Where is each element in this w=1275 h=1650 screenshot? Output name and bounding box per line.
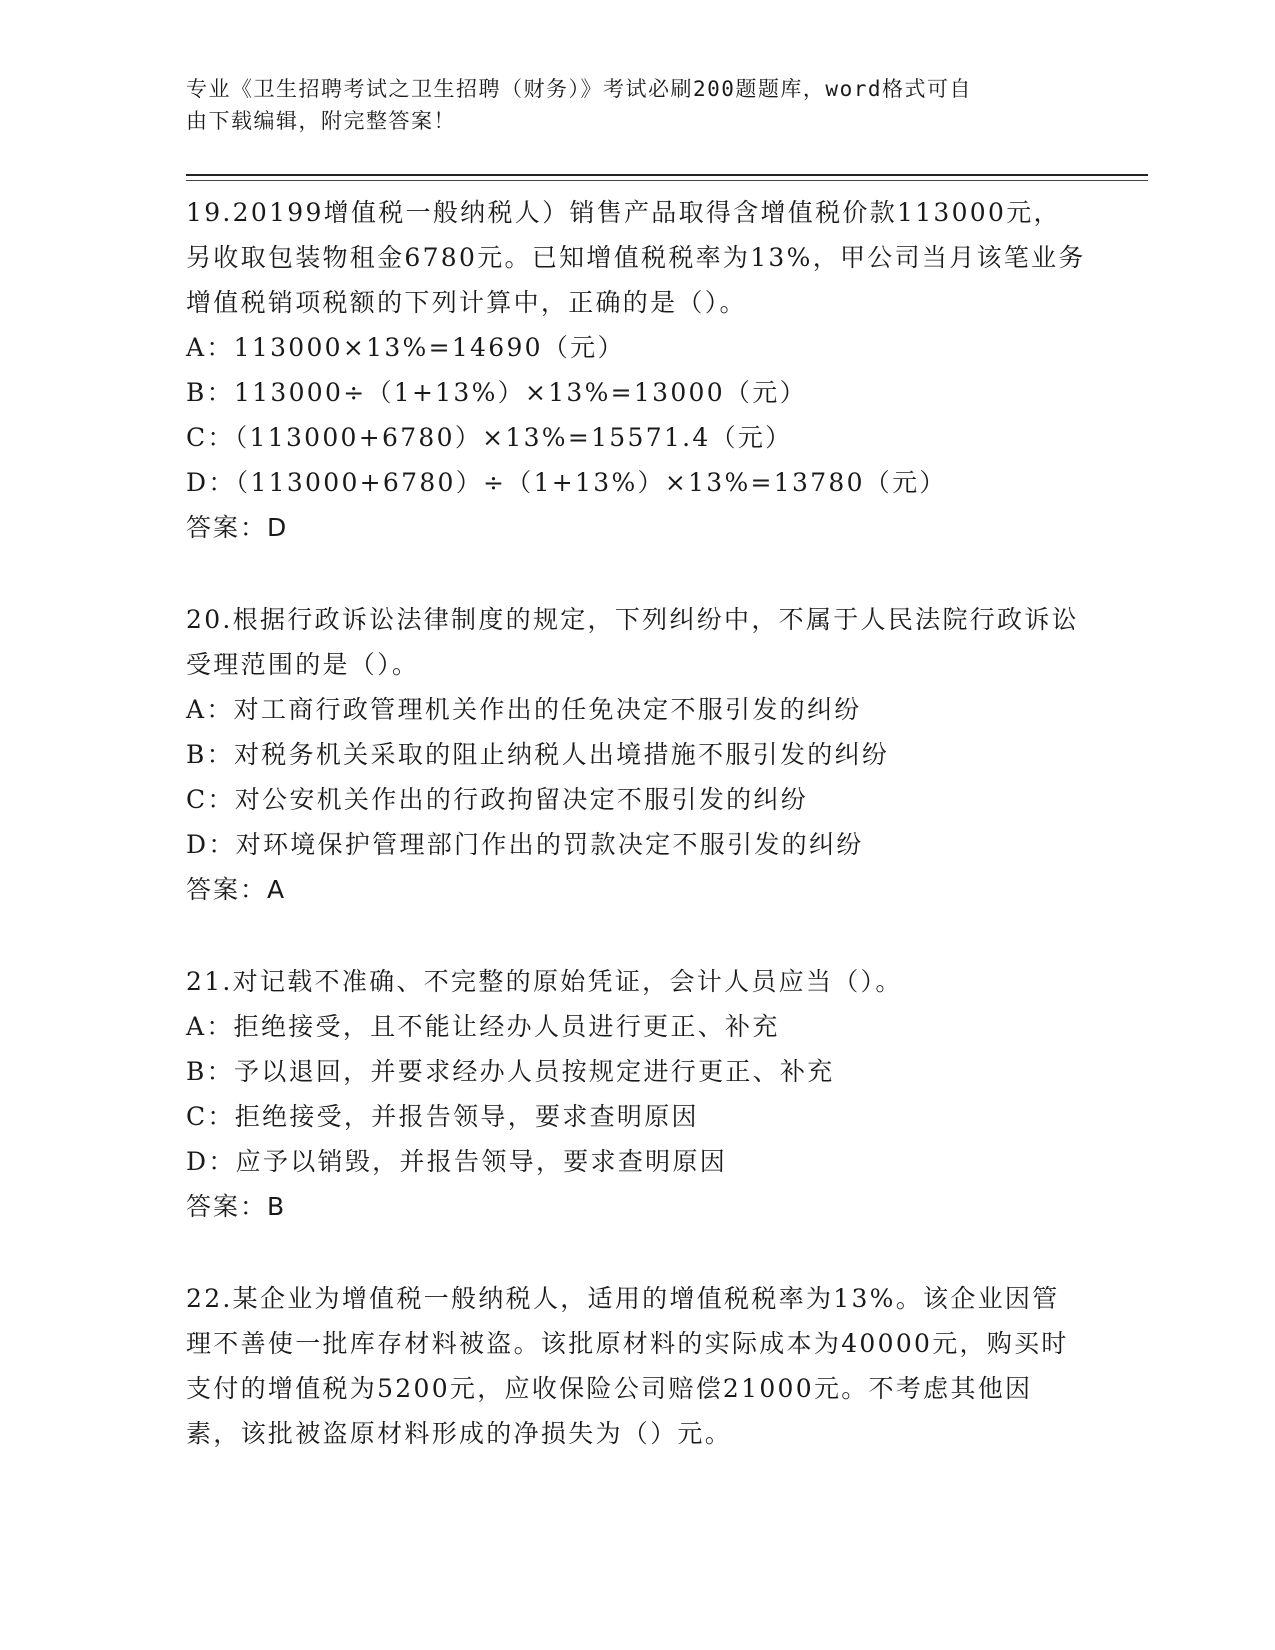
option-b: B：予以退回，并要求经办人员按规定进行更正、补充 xyxy=(186,1057,835,1086)
option-b: B：对税务机关采取的阻止纳税人出境措施不服引发的纠纷 xyxy=(186,740,890,769)
question-20 xyxy=(186,597,1086,912)
option-c: C：对公安机关作出的行政拘留决定不服引发的纠纷 xyxy=(186,785,809,814)
header-line-2: 由下载编辑，附完整答案！ xyxy=(186,109,456,133)
option-a: A：对工商行政管理机关作出的任免决定不服引发的纠纷 xyxy=(186,695,862,724)
option-c: C：（113000+6780）×13%=15571.4（元） xyxy=(186,423,793,452)
answer-label: 答案：D xyxy=(186,513,289,542)
option-d: D：（113000+6780）÷（1+13%）×13%=13780（元） xyxy=(186,468,947,497)
answer-label: 答案：B xyxy=(186,1192,287,1221)
question-text: 19.20199增值税一般纳税人）销售产品取得含增值税价款113000元，另收取包装物租金6780元。已知增值税税率为13%，甲公司当月该笔业务增值税销项税额的下列计算中，正确的是（）。 xyxy=(186,198,1086,317)
option-a: A：拒绝接受，且不能让经办人员进行更正、补充 xyxy=(186,1012,780,1041)
header-divider-thick xyxy=(186,174,1148,176)
option-c: C：拒绝接受，并报告领导，要求查明原因 xyxy=(186,1102,699,1131)
answer-label: 答案：A xyxy=(186,875,287,904)
option-d: D：应予以销毁，并报告领导，要求查明原因 xyxy=(186,1147,728,1176)
header-line-1: 专业《卫生招聘考试之卫生招聘（财务）》考试必刷200题题库，word格式可自 xyxy=(186,77,972,101)
question-text: 21.对记载不准确、不完整的原始凭证，会计人员应当（）。 xyxy=(186,967,903,996)
option-d: D：对环境保护管理部门作出的罚款决定不服引发的纠纷 xyxy=(186,830,864,859)
question-text: 20.根据行政诉讼法律制度的规定，下列纠纷中，不属于人民法院行政诉讼受理范围的是（）。 xyxy=(186,605,1079,679)
question-list xyxy=(186,190,1086,1503)
header-divider-thin xyxy=(186,180,1148,181)
document-header xyxy=(186,73,1066,137)
question-text: 22.某企业为增值税一般纳税人，适用的增值税税率为13%。该企业因管理不善使一批库存材料被盗。该批原材料的实际成本为40000元，购买时支付的增值税为5200元，应收保险公司赔偿21000元。不考虑其他因素，该批被盗原材料形成的净损失为（）元。 xyxy=(186,1284,1069,1448)
question-19 xyxy=(186,190,1086,550)
option-b: B：113000÷（1+13%）×13%=13000（元） xyxy=(186,378,807,407)
option-a: A：113000×13%=14690（元） xyxy=(186,333,625,362)
question-22 xyxy=(186,1276,1086,1456)
question-21 xyxy=(186,959,1086,1229)
